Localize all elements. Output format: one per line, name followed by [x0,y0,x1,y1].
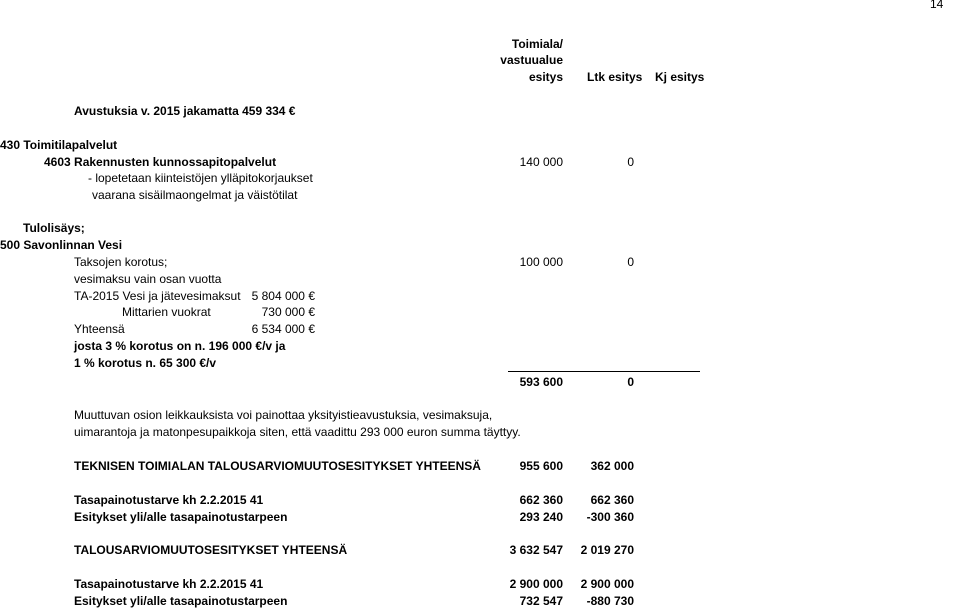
item-4603-desc1: - lopetetaan kiinteistöjen ylläpitokorjaukset [88,171,313,185]
header-col1-line2: vastuualue [500,53,563,67]
summary-row-value2: 362 000 [590,459,634,473]
taksojen-label: Taksojen korotus; [74,255,168,269]
summary-row-label: Esitykset yli/alle tasapainotustarpeen [74,594,288,608]
yhteensa-label: Yhteensä [74,322,125,336]
summary-row-label: TALOUSARVIOMUUTOSESITYKSET YHTEENSÄ [74,543,348,557]
note-line2: uimarantoja ja matonpesupaikkoja siten, että vaadittu 293 000 euron summa täyttyy. [74,425,521,439]
summary-row-value1: 662 360 [519,493,563,507]
summary-row-value2: 662 360 [590,493,634,507]
avustuksia-line: Avustuksia v. 2015 jakamatta 459 334 € [74,104,296,118]
item-4603-desc2: vaarana sisäilmaongelmat ja väistötilat [92,188,298,202]
summary-row-label: Tasapainotustarve kh 2.2.2015 41 [74,493,264,507]
summary-row-value1: 3 632 547 [509,543,563,557]
summary-row-value2: 2 900 000 [580,577,634,591]
summary-row-value2: -880 730 [586,594,634,608]
header-col1-line3: esitys [528,70,563,84]
summary-row-value1: 732 547 [519,594,563,608]
header-col3: Kj esitys [655,70,705,84]
summary-row-value1: 2 900 000 [509,577,563,591]
subtotal-rule [508,371,700,372]
taksojen-value1: 100 000 [519,255,563,269]
summary-row-value2: 2 019 270 [580,543,634,557]
header-col2: Ltk esitys [587,70,643,84]
korotus-line1: josta 3 % korotus on n. 196 000 €/v ja [74,339,286,353]
section-430-title: 430 Toimitilapalvelut [0,138,118,152]
subtotal-value1: 593 600 [519,375,563,389]
item-4603-title: 4603 Rakennusten kunnossapitopalvelut [44,155,277,169]
mittarien-label: Mittarien vuokrat [122,305,211,319]
subtotal-value2: 0 [627,375,634,389]
summary-row-label: Tasapainotustarve kh 2.2.2015 41 [74,577,264,591]
vesimaksu-note: vesimaksu vain osan vuotta [74,272,222,286]
mittarien-value: 730 000 € [261,305,315,319]
note-line1: Muuttuvan osion leikkauksista voi painottaa yksityistieavustuksia, vesimaksuja, [74,408,493,422]
summary-row-label: Esitykset yli/alle tasapainotustarpeen [74,510,288,524]
yhteensa-value: 6 534 000 € [251,322,315,336]
summary-row-label: TEKNISEN TOIMIALAN TALOUSARVIOMUUTOSESITYKSET YHTEENSÄ [74,459,481,473]
summary-row-value1: 955 600 [519,459,563,473]
korotus-line2: 1 % korotus n. 65 300 €/v [74,356,217,370]
section-500-title: 500 Savonlinnan Vesi [0,238,123,252]
item-4603-value1: 140 000 [519,155,563,169]
header-col1-line1: Toimiala/ [511,37,563,51]
item-4603-value2: 0 [627,155,634,169]
ta-2015-value: 5 804 000 € [251,289,315,303]
tulolisays-label: Tulolisäys; [23,221,85,235]
taksojen-value2: 0 [627,255,634,269]
summary-row-value1: 293 240 [519,510,563,524]
ta-2015-label: TA-2015 Vesi ja jätevesimaksut [74,289,241,303]
page-number: 14 [930,0,944,11]
summary-row-value2: -300 360 [586,510,634,524]
